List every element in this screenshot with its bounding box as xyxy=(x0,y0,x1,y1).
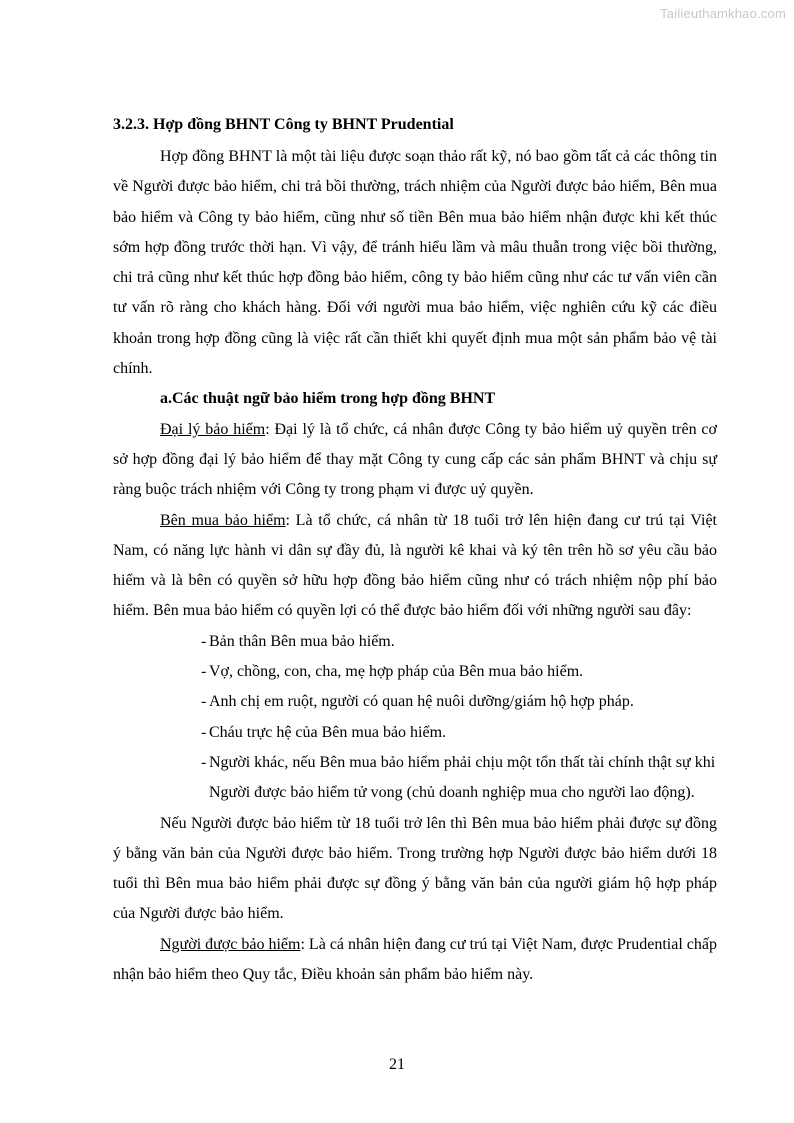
beneficiary-list xyxy=(113,627,717,809)
term-definition: : Đại lý là tổ chức, cá nhân được Công ty bảo hiểm uỷ quyền trên cơ sở hợp đồng đại lý bảo hiểm để thay mặt Công ty cung cấp các sản phẩm BHNT và chịu sự ràng buộc trách nhiệm với Công ty trong phạm vi được uỷ quyền. xyxy=(113,420,717,499)
intro-paragraph: Hợp đồng BHNT là một tài liệu được soạn thảo rất kỹ, nó bao gồm tất cả các thông tin về Người được bảo hiểm, chi trả bồi thường, trách nhiệm của Người được bảo hiểm, Bên mua bảo hiểm và Công ty bảo hiểm, cũng như số tiền Bên mua bảo hiểm nhận được khi kết thúc sớm hợp đồng trước thời hạn. Vì vậy, để tránh hiểu lầm và mâu thuẫn trong việc bồi thường, chi trả cũng như kết thúc hợp đồng bảo hiểm, công ty bảo hiểm cũng như các tư vấn viên cần tư vấn rõ ràng cho khách hàng. Đối với người mua bảo hiểm, việc nghiên cứu kỹ các điều khoản trong hợp đồng cũng là việc rất cần thiết khi quyết định mua một sản phẩm bảo vệ tài chính. xyxy=(113,148,717,378)
list-item: - Cháu trực hệ của Bên mua bảo hiểm. xyxy=(201,718,717,748)
consent-paragraph: Nếu Người được bảo hiểm từ 18 tuổi trở lên thì Bên mua bảo hiểm phải được sự đồng ý bằng văn bản của Người được bảo hiểm. Trong trường hợp Người được bảo hiểm dưới 18 tuổi thì Bên mua bảo hiểm phải được sự đồng ý bằng văn bản của người giám hộ hợp pháp của Người được bảo hiểm. xyxy=(113,814,717,923)
definition-paragraph xyxy=(113,415,717,506)
watermark: Tailieuthamkhao.com xyxy=(660,6,786,21)
list-item: - Anh chị em ruột, người có quan hệ nuôi dưỡng/giám hộ hợp pháp. xyxy=(201,687,717,717)
list-item: - Bản thân Bên mua bảo hiểm. xyxy=(201,627,717,657)
term-label: Đại lý bảo hiểm xyxy=(160,420,266,438)
term-label: Người được bảo hiểm xyxy=(160,935,301,953)
page-number: 21 xyxy=(389,1056,405,1073)
list-item: - Vợ, chồng, con, cha, mẹ hợp pháp của Bên mua bảo hiểm. xyxy=(201,657,717,687)
subheading: a.Các thuật ngữ bảo hiểm trong hợp đồng BHNT xyxy=(160,390,496,408)
section-heading: 3.2.3. Hợp đồng BHNT Công ty BHNT Prudential xyxy=(113,116,454,133)
document-body xyxy=(113,112,717,990)
term-definition: : Là tổ chức, cá nhân từ 18 tuổi trở lên hiện đang cư trú tại Việt Nam, có năng lực hành vi dân sự đầy đủ, là người kê khai và ký tên trên hồ sơ yêu cầu bảo hiểm và là bên có quyền sở hữu hợp đồng bảo hiểm cũng như có trách nhiệm nộp phí bảo hiểm. Bên mua bảo hiểm có quyền lợi có thể được bảo hiểm đối với những người sau đây: xyxy=(113,511,717,620)
definition-paragraph xyxy=(113,506,717,627)
definition-paragraph xyxy=(113,930,717,991)
list-item: - Người khác, nếu Bên mua bảo hiểm phải chịu một tổn thất tài chính thật sự khi Người được bảo hiểm tử vong (chủ doanh nghiệp mua cho người lao động). xyxy=(201,748,717,809)
term-label: Bên mua bảo hiểm xyxy=(160,511,286,529)
term-definition: : Là cá nhân hiện đang cư trú tại Việt Nam, được Prudential chấp nhận bảo hiểm theo Quy tắc, Điều khoản sản phẩm bảo hiểm này. xyxy=(113,935,717,984)
